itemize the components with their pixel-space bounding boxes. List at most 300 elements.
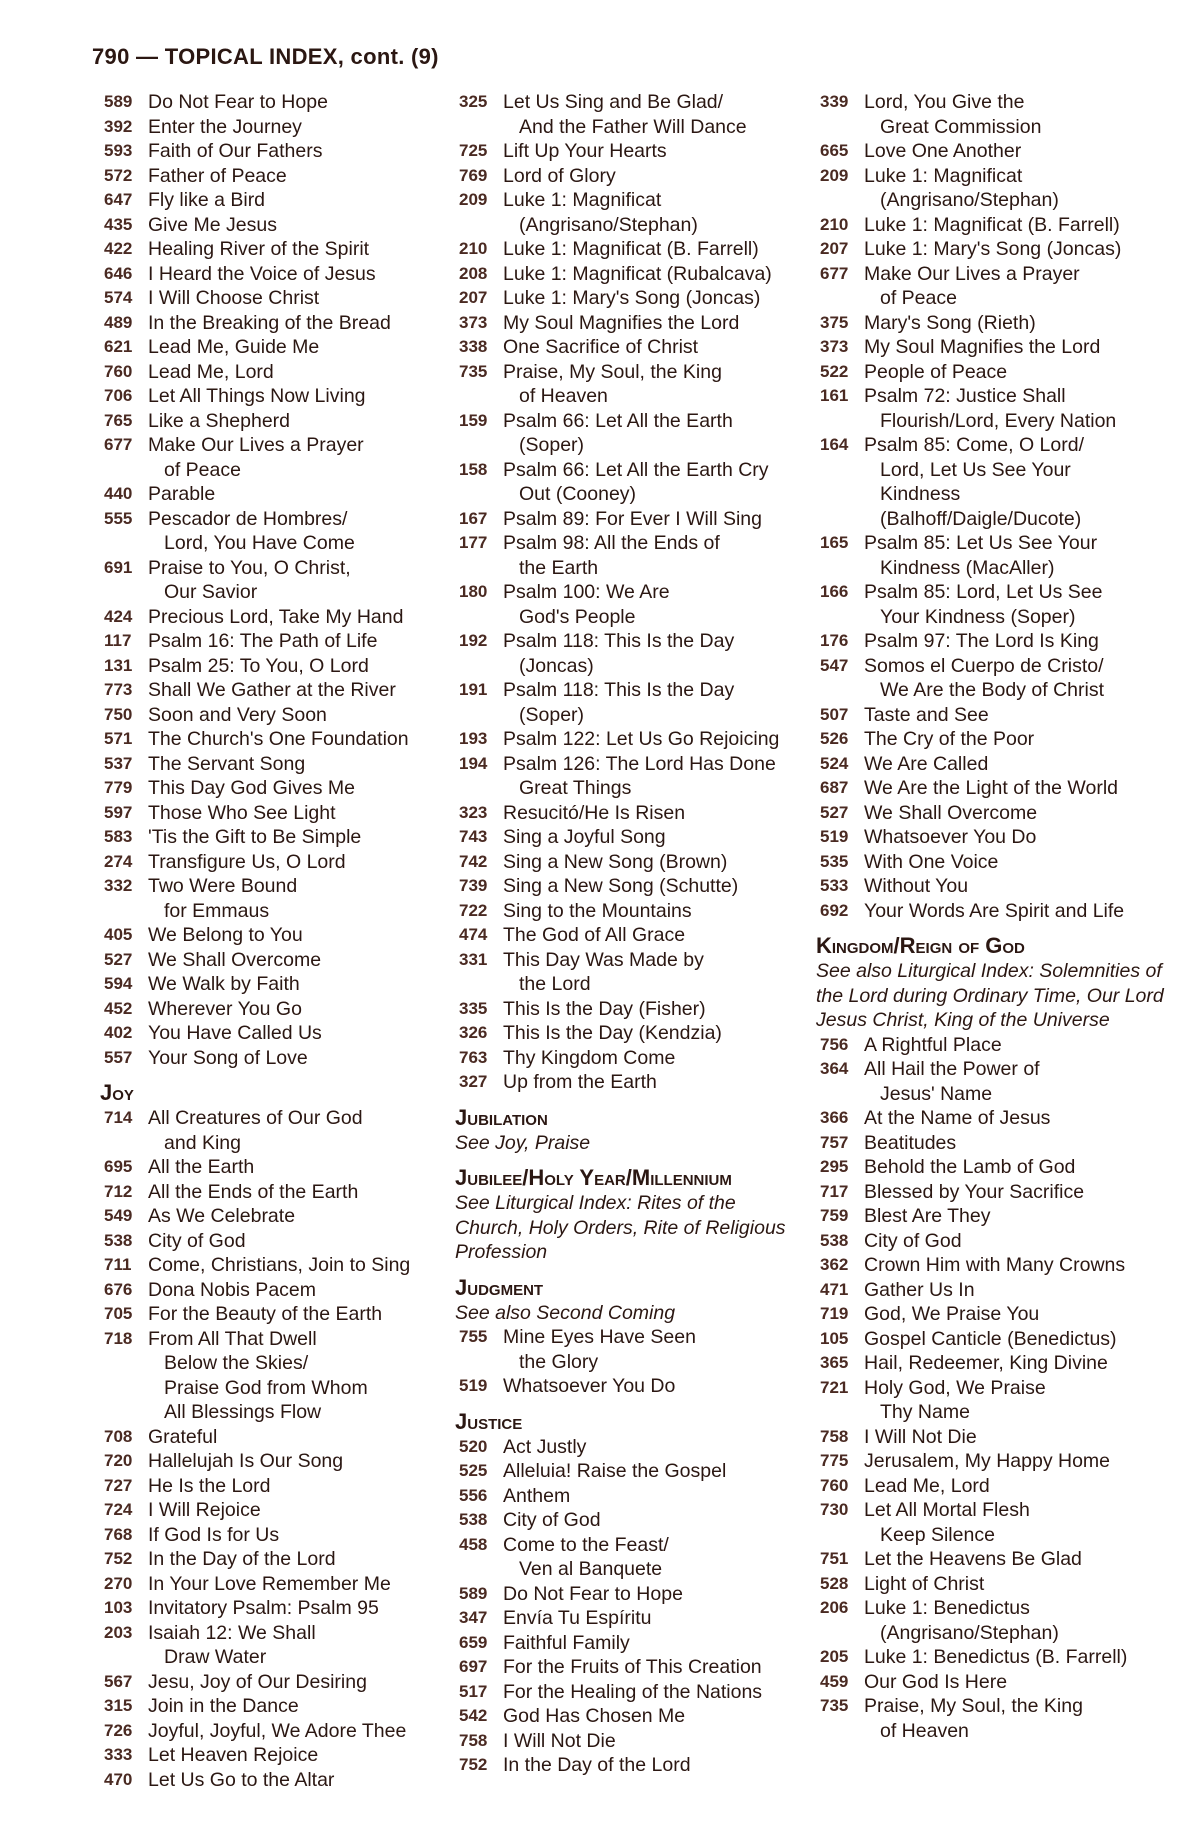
hymn-title-line: Father of Peace [148, 164, 287, 187]
hymn-number: 424 [104, 606, 133, 626]
hymn-title [864, 1425, 1180, 1450]
hymn-number: 714 [104, 1108, 133, 1127]
hymn-title [864, 1229, 1180, 1254]
index-entry [459, 1729, 809, 1754]
index-entry [459, 409, 809, 458]
hymn-title [148, 1768, 454, 1793]
hymn-number: 659 [459, 1632, 488, 1652]
hymn-number: 526 [820, 729, 849, 748]
hymn-title-line: The Servant Song [148, 752, 306, 775]
index-entry [104, 972, 454, 997]
hymn-title-continuation: Lord, Let Us See Your [880, 458, 1071, 481]
hymn-title-line: The Cry of the Poor [864, 728, 1035, 750]
index-entry [820, 580, 1180, 629]
hymn-title [148, 850, 454, 875]
index-entry [459, 188, 809, 237]
hymn-title-continuation: God's People [519, 605, 636, 628]
hymn-title-line: People of Peace [864, 360, 1008, 383]
hymn-number: 392 [104, 116, 133, 136]
hymn-title-line: Do Not Fear to Hope [148, 91, 328, 113]
hymn-number: 759 [820, 1206, 849, 1225]
hymn-title-line: I Will Not Die [503, 1729, 616, 1752]
hymn-number: 327 [459, 1072, 488, 1091]
index-entry [104, 801, 454, 826]
hymn-title-line: Psalm 66: Let All the Earth [503, 409, 733, 432]
hymn-title [864, 899, 1180, 924]
hymn-title [503, 752, 809, 801]
hymn-title [864, 1694, 1180, 1743]
index-entry [820, 1278, 1180, 1303]
hymn-title-continuation: (Angrisano/Stephan) [880, 189, 1059, 211]
hymn-title [864, 1498, 1180, 1547]
index-entry [459, 801, 809, 826]
hymn-title-line: Without You [864, 875, 969, 897]
hymn-title [148, 1302, 454, 1327]
hymn-number: 315 [104, 1696, 133, 1715]
hymn-title-line: Psalm 72: Justice Shall [864, 385, 1066, 407]
hymn-title-line: Alleluia! Raise the Gospel [503, 1460, 727, 1482]
hymn-title [148, 237, 454, 262]
hymn-number: 691 [104, 557, 133, 577]
index-entry [459, 1631, 809, 1656]
section-heading: Justice [455, 1408, 523, 1434]
hymn-number: 538 [820, 1230, 849, 1250]
hymn-title-line: Luke 1: Magnificat (B. Farrell) [503, 238, 759, 260]
hymn-number: 405 [104, 925, 133, 944]
index-entry [104, 1523, 454, 1548]
index-entry [104, 90, 454, 115]
hymn-title [148, 605, 454, 630]
index-entry [459, 1680, 809, 1705]
hymn-title [503, 1508, 809, 1533]
hymn-title-line: One Sacrifice of Christ [503, 336, 699, 358]
hymn-number: 760 [104, 361, 133, 381]
hymn-title-line: Sing a Joyful Song [503, 826, 666, 848]
hymn-number: 335 [459, 998, 488, 1018]
hymn-title [148, 1229, 454, 1254]
index-entry [459, 164, 809, 189]
hymn-number: 524 [820, 753, 849, 773]
hymn-title [148, 1621, 454, 1670]
hymn-title [148, 703, 454, 728]
hymn-title [503, 1459, 809, 1484]
hymn-number: 758 [820, 1426, 849, 1446]
index-entry [459, 727, 809, 752]
hymn-title-line: Hallelujah Is Our Song [148, 1450, 344, 1472]
hymn-title [148, 311, 454, 336]
hymn-title [864, 1131, 1180, 1156]
hymn-title-line: Faith of Our Fathers [148, 140, 323, 162]
hymn-title-line: God Has Chosen Me [503, 1705, 686, 1727]
hymn-title [148, 213, 454, 238]
hymn-title [148, 1180, 454, 1205]
hymn-title [864, 825, 1180, 850]
hymn-number: 176 [820, 631, 849, 650]
hymn-number: 542 [459, 1706, 488, 1725]
index-entry [820, 850, 1180, 875]
hymn-title [148, 482, 454, 507]
cross-reference-note: See Liturgical Index: Rites of the Church, Holy Orders, Rite of Religious Profession [455, 1192, 786, 1263]
index-entry [820, 1645, 1180, 1670]
hymn-number: 440 [104, 484, 133, 503]
index-entry [104, 433, 454, 482]
hymn-title-continuation: Lord, You Have Come [164, 532, 355, 554]
index-entry [104, 850, 454, 875]
hymn-title-line: Blessed by Your Sacrifice [864, 1180, 1085, 1203]
hymn-title [148, 409, 454, 434]
hymn-title-line: Sing to the Mountains [503, 899, 692, 922]
index-entry [104, 482, 454, 507]
index-entry [820, 1474, 1180, 1499]
index-entry [820, 1376, 1180, 1425]
index-entry [104, 1046, 454, 1071]
hymn-title [148, 360, 454, 385]
hymn-number: 325 [459, 92, 488, 111]
index-entry [820, 262, 1180, 311]
index-entry [820, 776, 1180, 801]
hymn-title [503, 727, 809, 752]
index-column-3 [816, 90, 1180, 1743]
index-entry [459, 286, 809, 311]
hymn-title [864, 311, 1180, 336]
hymn-number: 763 [459, 1047, 488, 1067]
hymn-title-line: We Are Called [864, 752, 989, 775]
hymn-number: 589 [104, 92, 133, 111]
hymn-title [503, 1435, 809, 1460]
index-entry [104, 923, 454, 948]
hymn-title-line: He Is the Lord [148, 1474, 271, 1497]
hymn-title [503, 850, 809, 875]
index-entry [459, 1484, 809, 1509]
hymn-title-line: Dona Nobis Pacem [148, 1278, 316, 1301]
hymn-title-line: Crown Him with Many Crowns [864, 1254, 1126, 1276]
hymn-number: 594 [104, 974, 133, 993]
hymn-title-line: Sing a New Song (Brown) [503, 850, 728, 873]
hymn-number: 549 [104, 1206, 133, 1225]
hymn-number: 422 [104, 239, 133, 258]
hymn-title-line: In the Breaking of the Bread [148, 311, 391, 334]
hymn-title [503, 1046, 809, 1071]
hymn-title-line: For the Healing of the Nations [503, 1680, 763, 1703]
hymn-title-line: Jerusalem, My Happy Home [864, 1450, 1110, 1472]
hymn-title-line: Lead Me, Guide Me [148, 336, 320, 358]
hymn-number: 719 [820, 1304, 849, 1323]
hymn-title-continuation: All Blessings Flow [164, 1401, 322, 1423]
hymn-number: 756 [820, 1034, 849, 1054]
index-entry [459, 531, 809, 580]
index-entry [820, 1572, 1180, 1597]
hymn-number: 375 [820, 312, 849, 332]
hymn-number: 775 [820, 1451, 849, 1470]
hymn-title-continuation: and King [164, 1131, 241, 1154]
hymn-number: 295 [820, 1157, 849, 1176]
index-entry [104, 115, 454, 140]
hymn-title-line: Psalm 85: Lord, Let Us See [864, 581, 1103, 603]
index-entry [459, 90, 809, 139]
hymn-number: 471 [820, 1279, 849, 1299]
section-heading: Joy [100, 1080, 134, 1105]
index-entry [820, 139, 1180, 164]
hymn-number: 373 [459, 312, 488, 332]
hymn-number: 773 [104, 680, 133, 699]
hymn-title [148, 1204, 454, 1229]
hymn-title [503, 1606, 809, 1631]
hymn-number: 589 [459, 1583, 488, 1603]
index-entry [104, 360, 454, 385]
index-entry [104, 335, 454, 360]
index-entry [104, 776, 454, 801]
hymn-number: 677 [820, 263, 849, 283]
hymn-title-line: We Belong to You [148, 924, 303, 946]
hymn-title [864, 776, 1180, 801]
hymn-title [148, 1021, 454, 1046]
index-entry [104, 1106, 454, 1155]
hymn-number: 452 [104, 998, 133, 1018]
hymn-number: 205 [820, 1647, 849, 1666]
hymn-title-line: Invitatory Psalm: Psalm 95 [148, 1597, 379, 1619]
page-header: 790 — TOPICAL INDEX, cont. (9) [92, 44, 439, 69]
hymn-title-line: Transfigure Us, O Lord [148, 850, 346, 873]
hymn-title [503, 948, 809, 997]
hymn-title [148, 384, 454, 409]
hymn-title-line: Make Our Lives a Prayer [864, 262, 1080, 285]
index-entry [104, 188, 454, 213]
hymn-number: 206 [820, 1598, 849, 1617]
hymn-number: 752 [459, 1755, 488, 1774]
hymn-title-line: At the Name of Jesus [864, 1107, 1051, 1129]
index-entry [820, 335, 1180, 360]
hymn-title [503, 188, 809, 237]
hymn-title-line: Luke 1: Magnificat (Rubalcava) [503, 262, 772, 285]
index-entry [459, 1046, 809, 1071]
hymn-title-continuation: the Lord [519, 973, 591, 995]
index-entry [459, 825, 809, 850]
index-entry [820, 1596, 1180, 1645]
hymn-title [864, 433, 1180, 531]
hymn-number: 765 [104, 410, 133, 430]
hymn-title-line: Let Us Sing and Be Glad/ [503, 91, 724, 113]
hymn-title-line: Lord, You Give the [864, 91, 1025, 113]
hymn-number: 718 [104, 1328, 133, 1348]
index-entry [104, 1253, 454, 1278]
hymn-title-line: For the Fruits of This Creation [503, 1656, 762, 1678]
hymn-number: 364 [820, 1059, 849, 1078]
hymn-title-line: Luke 1: Magnificat [503, 189, 662, 211]
hymn-title [503, 899, 809, 924]
index-entry [459, 237, 809, 262]
hymn-title [503, 237, 809, 262]
hymn-title [864, 874, 1180, 899]
hymn-title [864, 1204, 1180, 1229]
hymn-title-line: Hail, Redeemer, King Divine [864, 1352, 1108, 1374]
hymn-number: 507 [820, 704, 849, 724]
hymn-title [148, 1253, 454, 1278]
hymn-title [148, 678, 454, 703]
hymn-title-line: Jesu, Joy of Our Desiring [148, 1670, 367, 1693]
hymn-title-continuation: of Heaven [519, 385, 608, 407]
hymn-title [503, 531, 809, 580]
index-column-1 [100, 90, 454, 1792]
hymn-title [148, 1155, 454, 1180]
hymn-number: 332 [104, 876, 133, 895]
index-entry [459, 507, 809, 532]
index-entry [104, 384, 454, 409]
hymn-title [148, 972, 454, 997]
index-entry [104, 678, 454, 703]
index-entry [820, 1180, 1180, 1205]
hymn-number: 755 [459, 1327, 488, 1346]
hymn-title-line: Lead Me, Lord [148, 360, 274, 383]
hymn-title-line: Lift Up Your Hearts [503, 140, 667, 162]
hymn-title [864, 262, 1180, 311]
hymn-title-line: If God Is for Us [148, 1523, 280, 1546]
hymn-title [864, 1449, 1180, 1474]
hymn-title [503, 139, 809, 164]
index-entry [104, 1572, 454, 1597]
index-entry [820, 874, 1180, 899]
hymn-title-line: My Soul Magnifies the Lord [503, 311, 740, 334]
hymn-number: 528 [820, 1573, 849, 1593]
hymn-title-line: Psalm 25: To You, O Lord [148, 654, 369, 677]
hymn-title [148, 1449, 454, 1474]
hymn-title-line: Beatitudes [864, 1131, 957, 1154]
hymn-title [148, 1498, 454, 1523]
hymn-title-line: This Day God Gives Me [148, 777, 355, 799]
hymn-title-continuation: Praise God from Whom [164, 1376, 368, 1399]
hymn-title-continuation: (Balhoff/Daigle/Ducote) [880, 507, 1082, 530]
hymn-number: 470 [104, 1769, 133, 1789]
hymn-title-continuation: (Soper) [519, 434, 585, 456]
hymn-title-line: Praise, My Soul, the King [864, 1695, 1083, 1717]
hymn-title [864, 213, 1180, 238]
index-entry [459, 1655, 809, 1680]
hymn-number: 695 [104, 1157, 133, 1176]
hymn-title-line: Gospel Canticle (Benedictus) [864, 1327, 1117, 1350]
hymn-title-line: Your Song of Love [148, 1046, 308, 1069]
hymn-title-line: All the Earth [148, 1156, 255, 1178]
hymn-title [148, 1327, 454, 1425]
hymn-title-line: City of God [864, 1229, 962, 1252]
hymn-title-line: Somos el Cuerpo de Cristo/ [864, 654, 1104, 677]
hymn-number: 593 [104, 141, 133, 160]
index-entry [104, 164, 454, 189]
hymn-title-line: All Hail the Power of [864, 1058, 1040, 1080]
hymn-title-line: With One Voice [864, 850, 999, 873]
hymn-title-line: Precious Lord, Take My Hand [148, 605, 404, 628]
hymn-title-continuation: And the Father Will Dance [519, 115, 747, 138]
hymn-number: 193 [459, 729, 488, 748]
hymn-number: 191 [459, 680, 488, 699]
hymn-title [148, 1743, 454, 1768]
hymn-title [148, 1278, 454, 1303]
section-heading: Kingdom/Reign of God [816, 933, 1025, 958]
hymn-title-line: Luke 1: Mary's Song (Joncas) [503, 287, 761, 309]
hymn-title-line: Act Justly [503, 1435, 587, 1458]
hymn-number: 722 [459, 900, 488, 920]
hymn-number: 458 [459, 1534, 488, 1554]
hymn-number: 208 [459, 263, 488, 283]
index-entry [104, 213, 454, 238]
index-entry [104, 605, 454, 630]
hymn-title-continuation: Your Kindness (Soper) [880, 605, 1076, 628]
hymn-title [864, 1474, 1180, 1499]
hymn-title-line: Love One Another [864, 140, 1022, 162]
hymn-number: 105 [820, 1328, 849, 1348]
hymn-title [503, 507, 809, 532]
index-entry [104, 1547, 454, 1572]
hymn-title-continuation: (Joncas) [519, 654, 594, 677]
hymn-title-line: Lead Me, Lord [864, 1474, 990, 1497]
hymn-number: 165 [820, 533, 849, 552]
hymn-title [864, 1033, 1180, 1058]
hymn-number: 708 [104, 1426, 133, 1446]
hymn-number: 621 [104, 337, 133, 356]
hymn-number: 555 [104, 508, 133, 528]
hymn-number: 535 [820, 851, 849, 871]
index-entry [459, 1325, 809, 1374]
hymn-number: 167 [459, 508, 488, 528]
hymn-number: 712 [104, 1181, 133, 1201]
hymn-title [503, 825, 809, 850]
hymn-title-line: Parable [148, 483, 216, 505]
hymn-title-line: Luke 1: Benedictus (B. Farrell) [864, 1646, 1128, 1668]
hymn-title-line: Psalm 126: The Lord Has Done [503, 752, 776, 775]
hymn-title [503, 90, 809, 139]
hymn-number: 159 [459, 410, 488, 430]
hymn-number: 474 [459, 925, 488, 944]
index-entry [104, 1596, 454, 1621]
index-entry [104, 1204, 454, 1229]
index-entry [104, 262, 454, 287]
hymn-title-line: Psalm 98: All the Ends of [503, 532, 720, 554]
index-entry [820, 1694, 1180, 1743]
hymn-number: 717 [820, 1181, 849, 1201]
index-entry [820, 1229, 1180, 1254]
hymn-title-line: Come, Christians, Join to Sing [148, 1254, 411, 1276]
hymn-title-line: Make Our Lives a Prayer [148, 434, 364, 456]
hymn-number: 489 [104, 312, 133, 332]
hymn-title [864, 335, 1180, 360]
hymn-title-continuation: Below the Skies/ [164, 1352, 309, 1374]
hymn-title [503, 997, 809, 1022]
hymn-number: 724 [104, 1500, 133, 1519]
index-entry [459, 311, 809, 336]
hymn-title-line: Psalm 85: Let Us See Your [864, 532, 1098, 554]
hymn-number: 538 [104, 1230, 133, 1250]
index-entry [820, 1425, 1180, 1450]
hymn-title-line: From All That Dwell [148, 1327, 317, 1350]
hymn-title [148, 335, 454, 360]
hymn-title-line: Join in the Dance [148, 1695, 299, 1717]
index-entry [104, 703, 454, 728]
index-entry [459, 948, 809, 997]
hymn-number: 158 [459, 459, 488, 479]
index-entry [820, 727, 1180, 752]
index-entry [820, 1449, 1180, 1474]
index-entry [459, 335, 809, 360]
hymn-title [503, 311, 809, 336]
hymn-number: 676 [104, 1279, 133, 1299]
index-entry [459, 360, 809, 409]
hymn-title [148, 1572, 454, 1597]
hymn-title [148, 1474, 454, 1499]
hymn-title [864, 139, 1180, 164]
hymn-title-line: I Will Choose Christ [148, 287, 320, 309]
hymn-title-line: This Day Was Made by [503, 948, 704, 971]
hymn-number: 522 [820, 361, 849, 381]
section-heading: Jubilee/Holy Year/Millennium [455, 1165, 732, 1190]
index-entry [459, 1459, 809, 1484]
